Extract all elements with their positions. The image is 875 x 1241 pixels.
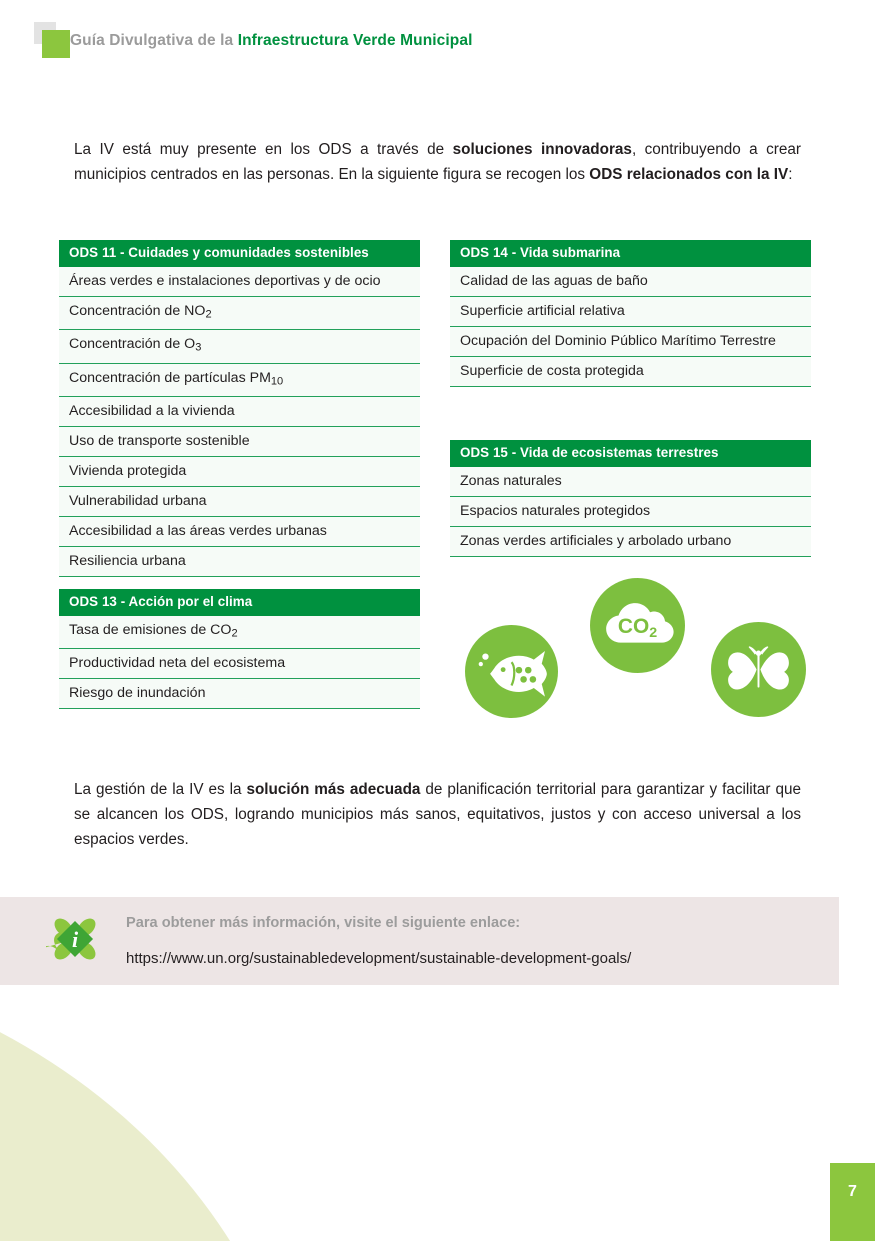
ods-indicator-row: Espacios naturales protegidos [450,497,811,527]
ods-indicator-row: Productividad neta del ecosistema [59,649,420,679]
logo-front-square [42,30,70,58]
co2-label: CO2 [617,615,658,641]
ods-indicator-row: Accesibilidad a las áreas verdes urbanas [59,517,420,547]
co2-cloud-icon [590,578,685,673]
header-title-light: Guía Divulgativa de la [70,32,238,49]
ods-13-rows [59,616,420,709]
ods-indicator-row: Zonas naturales [450,467,811,497]
outro-text-part2: de planificación territorial para garantizar y facilitar que se alcancen los ODS, logrando municipios más sanos, equitativos, justos y con acceso universal a los espacios verdes. [74,781,801,848]
ods-indicator-row: Accesibilidad a la vivienda [59,397,420,427]
outro-bold-1: solución más adecuada [246,781,421,798]
intro-paragraph [74,137,801,187]
ods-indicator-row: Tasa de emisiones de $CO_2$ [59,616,420,649]
ods-13-table [59,589,420,709]
brand-logo-icon [34,22,74,62]
ods-indicator-row: Ocupación del Dominio Público Marítimo Terrestre [450,327,811,357]
ods-indicator-row: Uso de transporte sostenible [59,427,420,457]
info-link-url[interactable]: https://www.un.org/sustainabledevelopment/sustainable-development-goals/ [126,950,632,967]
ods-indicator-row: Vulnerabilidad urbana [59,487,420,517]
page-header [0,0,875,80]
ods-indicator-row: Superficie de costa protegida [450,357,811,387]
ods-indicator-row: Riesgo de inundación [59,679,420,709]
ods-indicator-row: Zonas verdes artificiales y arbolado urbano [450,527,811,557]
ods-15-rows [450,467,811,557]
ods-indicator-row: Concentración de partículas $PM_{10}$ [59,364,420,397]
ods-11-rows [59,267,420,577]
ods-11-header: ODS 11 - Cuidades y comunidades sostenibles [59,240,420,267]
decorative-corner-curve [0,952,310,1241]
outro-text-part1: La gestión de la IV es la [74,781,247,798]
ods-15-header: ODS 15 - Vida de ecosistemas terrestres [450,440,811,467]
ods-14-table [450,240,811,387]
info-letter: i [71,927,79,953]
fish-icon [465,625,558,718]
ods-indicator-row: Vivienda protegida [59,457,420,487]
ods-indicator-row: Superficie artificial relativa [450,297,811,327]
header-title-bold: Infraestructura Verde Municipal [237,32,473,49]
ods-15-table [450,440,811,557]
intro-text-part1: La IV está muy presente en los ODS a través de [74,141,453,158]
ods-indicator-row: Calidad de las aguas de baño [450,267,811,297]
intro-bold-2: ODS relacionados con la IV [589,166,789,183]
ods-indicator-row: Concentración de $NO_2$ [59,297,420,330]
ods-indicator-row: Concentración de $O_3$ [59,330,420,363]
info-flower-icon [46,910,104,968]
ods-14-header: ODS 14 - Vida submarina [450,240,811,267]
intro-bold-1: soluciones innovadoras [452,141,632,158]
intro-text-part3: : [788,166,793,183]
info-line-1: Para obtener más información, visite el siguiente enlace: [126,915,521,931]
info-band [0,897,839,985]
ods-indicator-row: Áreas verdes e instalaciones deportivas y de ocio [59,267,420,297]
outro-paragraph [74,777,801,852]
intro-text-part2: , contribuyendo a crear municipios centrados en las personas. En la siguiente figura se recogen los [74,141,801,183]
butterfly-icon [711,622,806,717]
page-number-badge: 7 [830,1163,875,1241]
ods-14-rows [450,267,811,387]
ods-13-header: ODS 13 - Acción por el clima [59,589,420,616]
ods-11-table [59,240,420,577]
header-title [70,32,473,50]
ods-indicator-row: Resiliencia urbana [59,547,420,577]
